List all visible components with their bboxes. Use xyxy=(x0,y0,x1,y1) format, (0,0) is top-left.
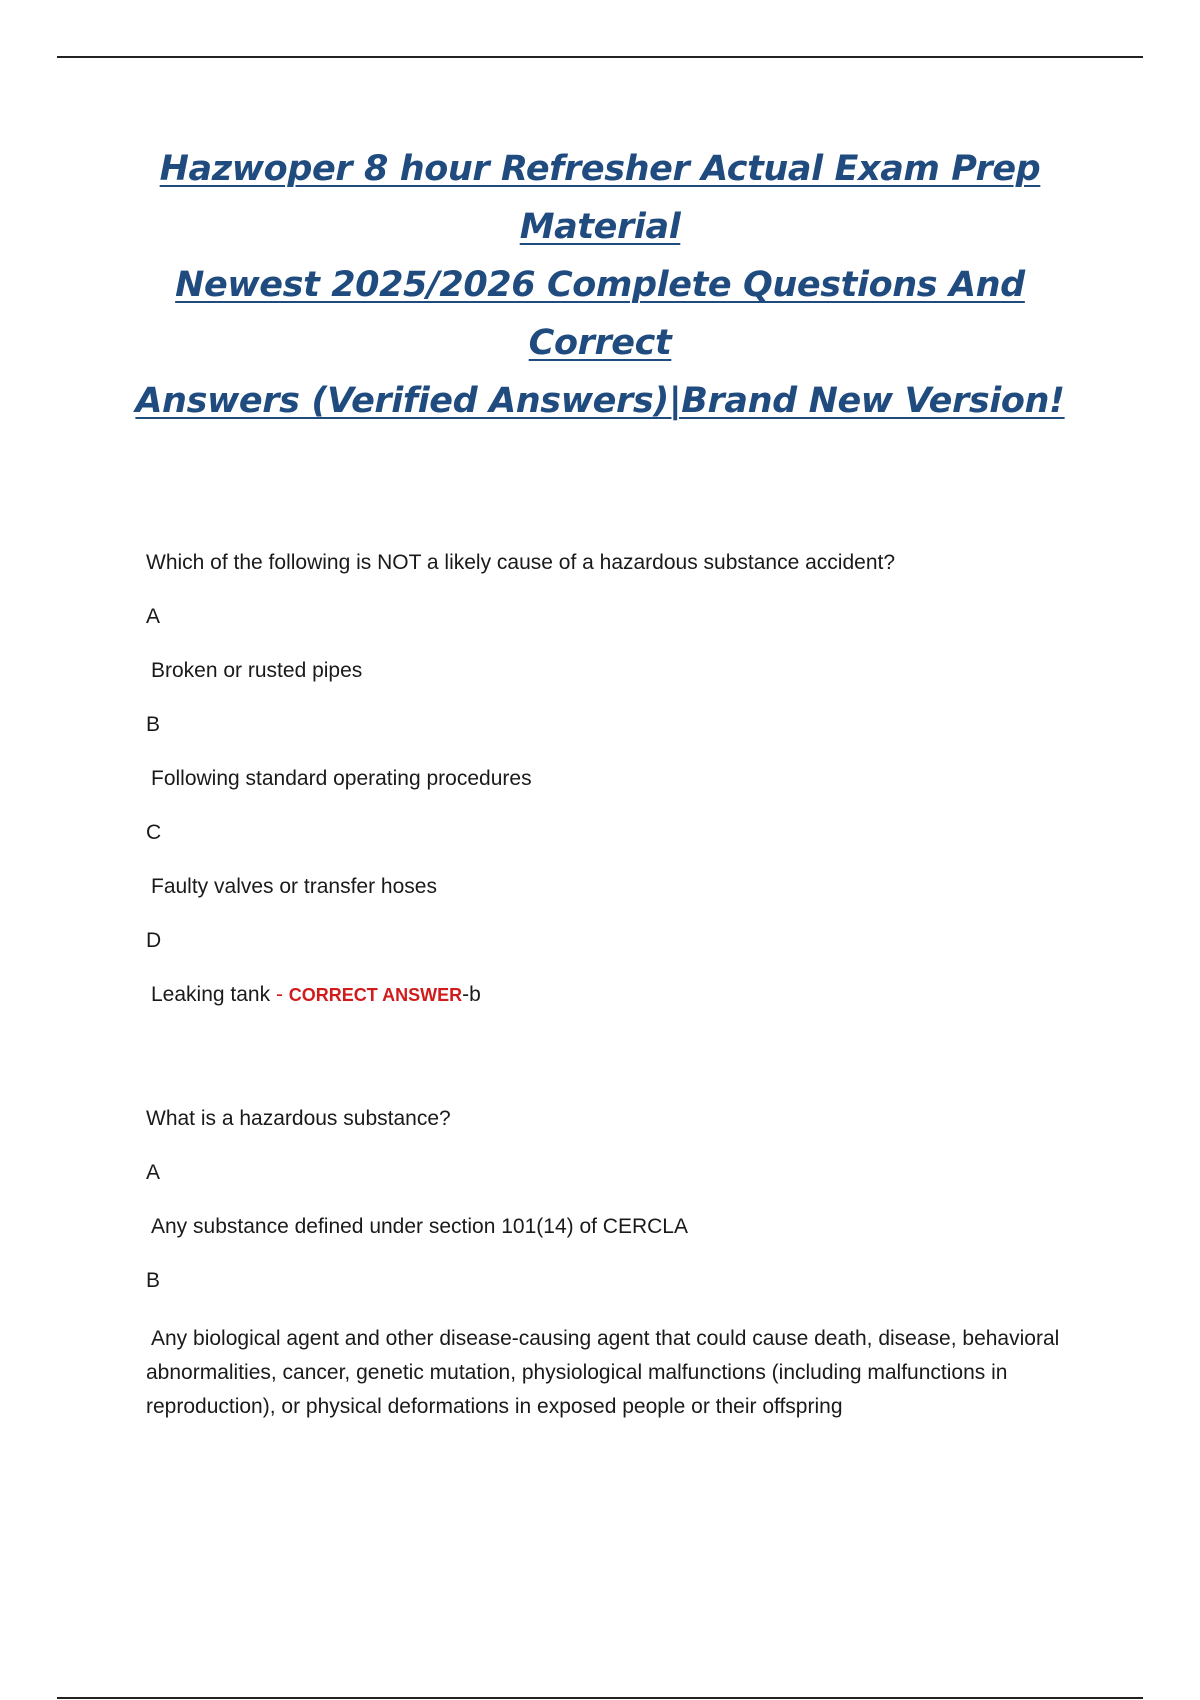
option-text-c: Faulty valves or transfer hoses xyxy=(151,875,437,898)
option-text-d: Leaking tank xyxy=(151,983,276,1006)
option-text-a: Any substance defined under section 101(14) of CERCLA xyxy=(151,1215,688,1238)
document-body xyxy=(146,550,1076,1452)
bottom-rule xyxy=(57,1697,1143,1699)
document-title xyxy=(120,140,1080,430)
correct-answer-label: CORRECT ANSWER xyxy=(288,985,463,1005)
title-line-2: Newest 2025/2026 Complete Questions And Correct xyxy=(175,265,1025,363)
option-text-d-line xyxy=(146,982,1076,1008)
correct-answer-value: -b xyxy=(462,983,481,1006)
option-text-b: Any biological agent and other disease-causing agent that could cause death, disease, behavioral abnormalities, cancer, genetic mutation, physiological malfunctions (including malfunctions in reproduction), or physical deformations in exposed people or their offspring xyxy=(146,1327,1060,1418)
question-text: What is a hazardous substance? xyxy=(146,1107,451,1130)
title-line-1: Hazwoper 8 hour Refresher Actual Exam Prep Material xyxy=(159,149,1041,247)
question-gap xyxy=(146,1036,1076,1106)
option-letter-b: B xyxy=(146,1269,161,1292)
answer-prefix: - xyxy=(275,983,289,1006)
question-block-1 xyxy=(146,550,1076,1008)
option-letter-a: A xyxy=(146,1161,161,1184)
option-letter-d: D xyxy=(146,929,162,952)
top-rule xyxy=(57,56,1143,58)
option-text-a: Broken or rusted pipes xyxy=(151,659,363,682)
option-letter-c: C xyxy=(146,821,162,844)
title-line-3: Answers (Verified Answers)|Brand New Version! xyxy=(135,381,1065,421)
option-letter-a: A xyxy=(146,605,161,628)
option-text-b: Following standard operating procedures xyxy=(151,767,532,790)
question-block-2 xyxy=(146,1106,1076,1424)
question-text: Which of the following is NOT a likely cause of a hazardous substance accident? xyxy=(146,551,896,574)
option-letter-b: B xyxy=(146,713,161,736)
